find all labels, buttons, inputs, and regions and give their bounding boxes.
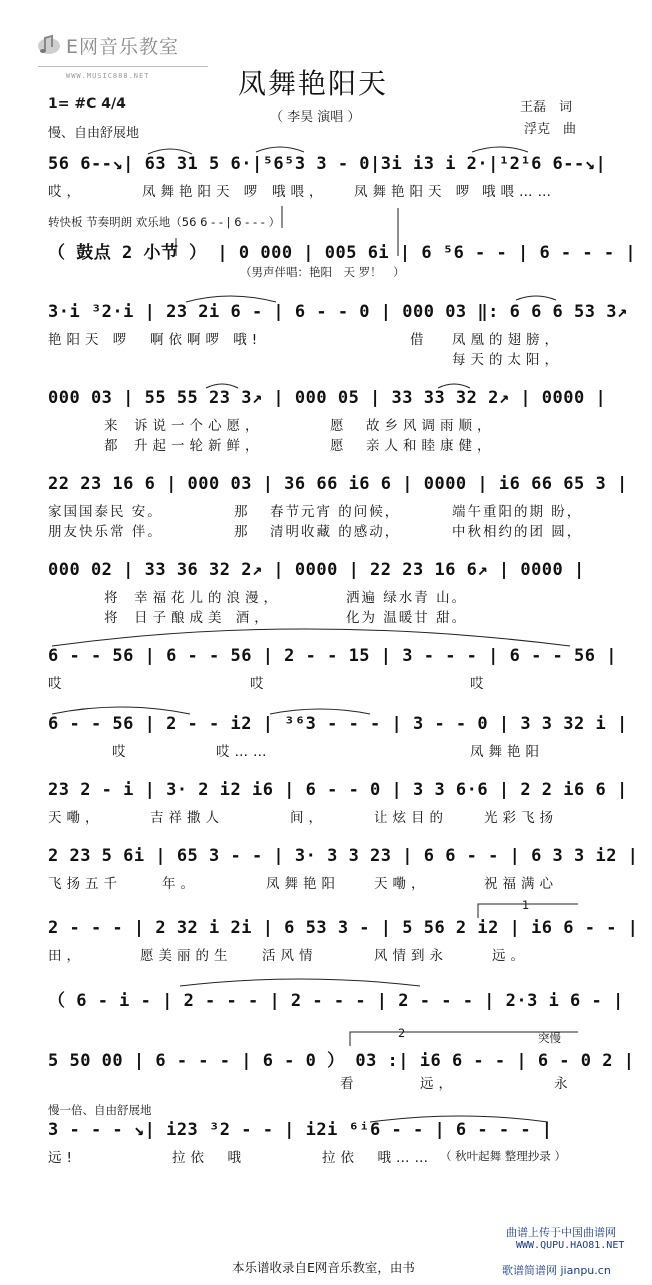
lyric-6e: 日子酿成美 酒， <box>134 610 273 626</box>
notation-line-3: 3·i ³2·i | 23 2i 6 - | 6 - - 0 | 000 03 ‖: 6 6 6 53 3↗ <box>48 302 628 322</box>
direction-fast: 转快板 节奏明朗 欢乐地（56 6 - - | 6 - - - ） <box>48 215 281 229</box>
tempo-marking: 慢、自由舒展地 <box>48 126 140 141</box>
direction-half-speed: 慢一倍、自由舒展地 <box>48 1103 152 1117</box>
lyric-5f: 那 <box>234 524 253 540</box>
jianpu-stamp: 歌谱简谱网 jianpu.cn <box>502 1264 611 1277</box>
lyric-5c: 春节元宵 的问候， <box>270 504 401 520</box>
lyric-5b: 那 <box>234 504 253 520</box>
slur <box>438 384 470 388</box>
notation-line-2: （ 鼓点 2 小节 ） | 0 000 | 005 6i | 6 ⁵6 - - | 6 - - - | <box>48 243 637 263</box>
lyric-6d: 将 <box>104 610 123 626</box>
lyricist: 王磊 词 <box>520 100 573 115</box>
lyric-8b: 哎…… <box>216 744 272 760</box>
song-title: 凤舞艳阳天 <box>238 67 389 100</box>
lyric-9d: 让炫目的 <box>374 810 448 826</box>
notation-line-11: 2 - - - | 2 32 i 2i | 6 53 3 - | 5 56 2 i2 | i6 6 - - | <box>48 918 639 938</box>
slur <box>516 296 556 300</box>
lyric-7b: 哎 <box>250 676 269 692</box>
lyric-13b: 远， <box>420 1076 457 1092</box>
lyric-10b: 年。 <box>162 876 199 892</box>
lyric-3d: 凤凰的翅膀， <box>452 332 563 348</box>
lyric-9c: 间， <box>290 810 327 826</box>
notation-line-10: 2 23 5 6i | 65 3 - - | 3· 3 3 23 | 6 6 - - | 6 3 3 i2 | <box>48 846 639 866</box>
lyric-10c: 凤舞艳阳 <box>266 876 340 892</box>
notation-line-5: 22 23 16 6 | 000 03 | 36 66 i6 6 | 0000 | i6 66 65 3 | <box>48 474 628 494</box>
volta-bracket <box>478 904 578 918</box>
lyric-6a: 将 <box>104 590 123 606</box>
qupu-stamp: 曲谱上传于中国曲谱网 <box>506 1226 616 1239</box>
lyric-3c: 借 <box>410 332 429 348</box>
lyric-1e: 哦喂…… <box>482 184 556 200</box>
slur <box>52 629 570 646</box>
lyric-14c: 拉依 哦…… <box>322 1150 433 1166</box>
volta-2-label: 2 <box>398 1026 406 1040</box>
lyric-3a: 艳阳天 啰 <box>48 332 132 348</box>
lyric-4h: 亲人和睦康健， <box>366 438 496 454</box>
source-note: 本乐谱收录自E网音乐教室，由书 <box>232 1260 415 1275</box>
slur <box>270 709 370 714</box>
lyric-9b: 吉祥撒人 <box>150 810 224 826</box>
lyric-10d: 天嘞， <box>374 876 430 892</box>
lyric-1b: 凤舞艳阳天 啰 <box>142 184 263 200</box>
notation-line-4: 000 03 | 55 55 23 3↗ | 000 05 | 33 33 32 2↗ | 0000 | <box>48 388 607 408</box>
lyric-7c: 哎 <box>470 676 489 692</box>
lyric-3b: 啊依啊啰 哦! <box>150 332 263 348</box>
site-url: WWW.MUSIC888.NET <box>66 72 150 80</box>
lyric-4e: 都 <box>104 438 123 454</box>
notation-line-14: 3 - - - ↘| i23 ³2 - - | i2i ⁶ⁱ6 - - | 6 - - - | <box>48 1120 553 1140</box>
qupu-url: WWW.QUPU.HAO81.NET <box>516 1240 625 1251</box>
lyric-6f: 化为 温暖甘 甜。 <box>346 610 468 626</box>
lyric-6b: 幸福花儿的浪漫， <box>134 590 282 606</box>
lyric-13a: 看 <box>340 1076 359 1092</box>
notation-line-1: 56 6--↘| 63 31 5 6·|⁵6⁵3 3 - 0|3i i3 i 2·|¹2¹6 6--↘| <box>48 154 607 174</box>
notation-line-8: 6 - - 56 | 2 - - i2 | ³⁶3 - - - | 3 - - 0 | 3 3 32 i | <box>48 714 628 734</box>
lyric-4g: 愿 <box>330 438 349 454</box>
lyric-11c: 活风情 <box>262 948 318 964</box>
lyric-1d: 凤舞艳阳天 啰 <box>354 184 475 200</box>
notation-line-12: （ 6 - i - | 2 - - - | 2 - - - | 2 - - - | 2·3 i 6 - | <box>48 991 624 1011</box>
lyric-8a: 哎 <box>112 744 131 760</box>
lyric-5g: 清明收藏 的感动， <box>270 524 401 540</box>
lyric-9a: 天嘞， <box>48 810 104 826</box>
lyric-4c: 愿 <box>330 418 349 434</box>
key-signature: 1= #C 4/4 <box>48 96 126 112</box>
lyric-11e: 远。 <box>492 948 529 964</box>
composer: 浮克 曲 <box>524 122 577 137</box>
lyric-9e: 光彩飞扬 <box>484 810 558 826</box>
lyric-7a: 哎 <box>48 676 67 692</box>
lyric-4d: 故乡风调雨顺， <box>366 418 496 434</box>
male-backing-note: （男声伴唱：艳阳 天 罗！ ） <box>240 265 405 279</box>
lyric-1c: 哦喂， <box>272 184 328 200</box>
lyric-4a: 来 <box>104 418 123 434</box>
slur <box>186 296 276 302</box>
notation-line-7: 6 - - 56 | 6 - - 56 | 2 - - 15 | 3 - - - | 6 - - 56 | <box>48 646 617 666</box>
lyric-5d: 端午重阳的期 盼， <box>452 504 583 520</box>
slur <box>148 149 192 154</box>
site-name: E网音乐教室 <box>66 36 180 58</box>
direction-sudden-slow: 突慢 <box>538 1031 561 1045</box>
lyric-4b: 诉说一个心愿， <box>134 418 264 434</box>
slur <box>206 384 238 388</box>
lyric-10e: 祝福满心 <box>484 876 558 892</box>
lyric-8c: 凤舞艳阳 <box>470 744 544 760</box>
slur <box>52 707 190 714</box>
slur <box>472 147 528 152</box>
transcriber-credit: （ 秋叶起舞 整理抄录 ） <box>440 1149 566 1163</box>
lyric-5e: 朋友快乐常 伴。 <box>48 524 163 540</box>
lyric-11a: 田， <box>48 948 85 964</box>
slur <box>256 147 304 152</box>
volta-bracket <box>350 1032 578 1046</box>
lyric-4f: 升起一轮新鲜， <box>134 438 264 454</box>
lyric-13c: 永 <box>554 1076 573 1092</box>
notation-line-9: 23 2 - i | 3· 2 i2 i6 | 6 - - 0 | 3 3 6·6 | 2 2 i6 6 | <box>48 780 628 800</box>
lyric-14a: 远! <box>48 1150 77 1166</box>
lyric-14b: 拉依 哦 <box>172 1150 246 1166</box>
lyric-5h: 中秋相约的团 圆， <box>452 524 583 540</box>
slur <box>370 1116 548 1122</box>
lyric-10a: 飞扬五千 <box>48 876 122 892</box>
performer: （ 李昊 演唱 ） <box>270 110 361 125</box>
lyric-3e: 每天的太阳， <box>452 352 563 368</box>
lyric-6c: 洒遍 绿水青 山。 <box>346 590 468 606</box>
lyric-5a: 家国国泰民 安。 <box>48 504 163 520</box>
notation-line-13: 5 50 00 | 6 - - - | 6 - 0 ） 03 :| i6 6 - - | 6 - 0 2 | <box>48 1051 635 1071</box>
slur <box>180 979 420 986</box>
lyric-1a: 哎， <box>48 184 85 200</box>
lyric-11d: 风情到永 <box>374 948 448 964</box>
notation-line-6: 000 02 | 33 36 32 2↗ | 0000 | 22 23 16 6↗ | 0000 | <box>48 560 585 580</box>
volta-1-label: 1 <box>522 898 530 912</box>
lyric-11b: 愿美丽的生 <box>140 948 233 964</box>
